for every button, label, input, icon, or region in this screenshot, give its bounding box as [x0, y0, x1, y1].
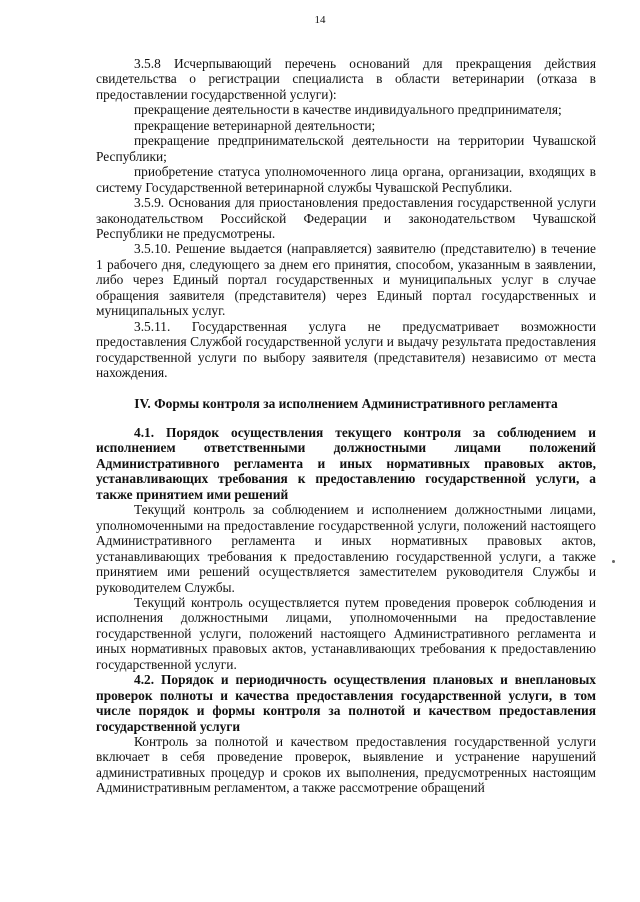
paragraph-3-5-8: 3.5.8 Исчерпывающий перечень оснований для прекращения действия свидетельства о регистрации специалиста в области ветеринарии (отказа в предоставлении государственной услуги): — [96, 56, 596, 102]
list-item-authorized-status: приобретение статуса уполномоченного лица органа, организации, входящих в систему Государственной ветеринарной службы Чувашской Республики. — [96, 164, 596, 195]
list-item-vet-termination: прекращение ветеринарной деятельности; — [134, 117, 376, 133]
paragraph-3-5-10: 3.5.10. Решение выдается (направляется) заявителю (представителю) в течение 1 рабочего дня, следующего за днем его принятия, способом, указанным в заявлении, либо через Единый портал государственных и муниципальных услуг в случае обращения заявителя (представителя) через Единый портал государственных и муниципальных услуг. — [96, 241, 596, 319]
paragraph-quality-control: Контроль за полнотой и качеством предоставления государственной услуги включает в себя проведение проверок, выявление и устранение нарушений административных процедур и сроков их выполнения, предусмотренных настоящим Административным регламентом, а также рассмотрение обращений — [96, 734, 596, 796]
section-heading-iv: IV. Формы контроля за исполнением Административного регламента — [134, 395, 558, 411]
subsection-heading-4-2: 4.2. Порядок и периодичность осуществления плановых и внеплановых проверок полноты и качества предоставления государственной услуги, в том числе порядок и формы контроля за полнотой и качеством предоставления государственной услуги — [96, 672, 596, 734]
scan-dot-mark — [612, 560, 615, 563]
subsection-heading-4-1: 4.1. Порядок осуществления текущего контроля за соблюдением и исполнением ответственными должностными лицами положений Административного регламента и иных нормативных правовых актов, устанавливающих требования к предоставлению государственной услуги, а также принятием ими решений — [96, 424, 596, 502]
paragraph-current-control: Текущий контроль за соблюдением и исполнением должностными лицами, уполномоченными на предоставление государственной услуги, положений настоящего Административного регламента и иных нормативных правовых актов, устанавливающих требования к предоставлению государственной услуги, а также принятием ими решений осуществляется заместителем руководителя Службы и руководителем Службы. — [96, 502, 596, 595]
paragraph-3-5-9: 3.5.9. Основания для приостановления предоставления государственной услуги законодательством Российской Федерации и законодательством Чувашской Республики не предусмотрены. — [96, 195, 596, 241]
page-number: 14 — [314, 14, 326, 26]
paragraph-3-5-11: 3.5.11. Государственная услуга не предусматривает возможности предоставления Службой государственной услуги и выдачу результата предоставления государственной услуги по выбору заявителя (представителя) независимо от места нахождения. — [96, 318, 596, 381]
paragraph-control-inspections: Текущий контроль осуществляется путем проведения проверок соблюдения и исполнения должностными лицами, уполномоченными на предоставление государственной услуги, положений настоящего Административного регламента и иных нормативных правовых актов, устанавливающих требования к предоставлению государственной услуги. — [96, 594, 596, 672]
list-item-ip-termination: прекращение деятельности в качестве индивидуального предпринимателя; — [134, 102, 562, 118]
list-item-business-termination: прекращение предпринимательской деятельности на территории Чувашской Республики; — [96, 133, 596, 164]
document-body — [96, 56, 596, 796]
